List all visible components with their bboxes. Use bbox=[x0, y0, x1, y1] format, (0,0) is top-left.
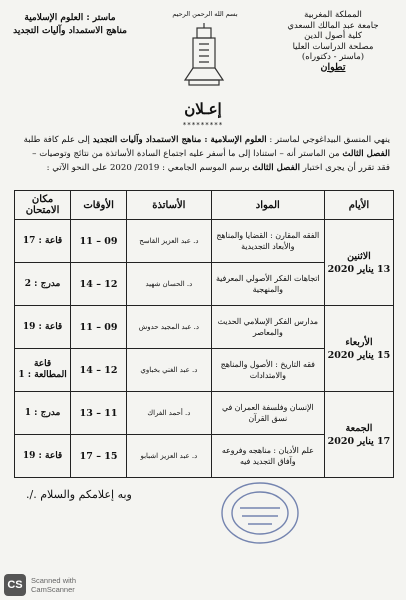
subject-cell: اتجاهات الفكر الأصولي المعرفية والمنهجية bbox=[211, 263, 324, 306]
location-cell: مدرج : 2 bbox=[15, 263, 71, 306]
table-row bbox=[15, 392, 394, 435]
location-cell: قاعة : 19 bbox=[15, 306, 71, 349]
scanner-line: CamScanner bbox=[31, 585, 75, 594]
camscanner-logo-icon: CS bbox=[4, 574, 26, 596]
day-date: 17 يناير 2020 bbox=[327, 435, 391, 447]
header-line: جامعة عبد المالك السعدي bbox=[287, 20, 379, 31]
day-name: الأربعاء bbox=[345, 336, 373, 348]
closing-line: وبه إعلامكم والسلام ./. bbox=[26, 488, 132, 501]
semester-inline: الفصل الثالث bbox=[252, 162, 300, 173]
professor-cell: د. أحمد الفراك bbox=[127, 392, 212, 435]
time-cell: 09 – 11 bbox=[71, 220, 127, 263]
time-cell: 11 – 13 bbox=[71, 392, 127, 435]
header-subjects: المواد bbox=[211, 191, 324, 220]
location-cell: قاعة المطالعة : 1 bbox=[15, 349, 71, 392]
subject-cell: الإنسان وفلسفة العمران في نسق القرآن bbox=[211, 392, 324, 435]
day-cell bbox=[324, 392, 393, 478]
day-name: الجمعة bbox=[345, 422, 373, 434]
location-cell: قاعة : 17 bbox=[15, 220, 71, 263]
header-times: الأوقات bbox=[71, 191, 127, 220]
intro-text: ينهي المنسق البيداغوجي لماستر : bbox=[269, 135, 390, 145]
time-cell: 12 – 14 bbox=[71, 263, 127, 306]
master-program-header bbox=[6, 12, 134, 38]
header-location: مكان الامتحان bbox=[15, 191, 71, 220]
master-name: ماستر : العلوم الإسلامية bbox=[24, 13, 116, 23]
time-cell: 15 – 17 bbox=[71, 435, 127, 478]
master-subtitle: مناهج الاستمداد وآليات التجديد bbox=[13, 26, 127, 36]
intro-text: من الماستر أنه – استنادا إلى ما أسفر عليه اجتماع السادة الأساتذة من نتائج وتوصيات – فقد تقرر أن يجرى اختبار bbox=[32, 148, 390, 173]
camscanner-text bbox=[31, 576, 76, 594]
semester-inline: الفصل الثالث bbox=[342, 148, 390, 159]
header-line: المملكة المغربية bbox=[304, 10, 362, 20]
day-date: 15 يناير 2020 bbox=[327, 349, 391, 361]
professor-cell: د. عبد العزيز القاسح bbox=[127, 220, 212, 263]
location-cell: قاعة : 19 bbox=[15, 435, 71, 478]
institution-header bbox=[274, 10, 392, 73]
header-line: (ماستر - دكتوراه) bbox=[301, 52, 365, 62]
intro-text: إلى علم كافة طلبة bbox=[23, 135, 90, 145]
subject-cell: مدارس الفكر الإسلامي الحديث والمعاصر bbox=[211, 306, 324, 349]
professor-cell: د. عبد الغني بخباوي bbox=[127, 349, 212, 392]
header-days: الأيام bbox=[324, 191, 393, 220]
header-city: تطوان bbox=[320, 61, 346, 73]
professor-cell: د. عبد العزيز اشبابو bbox=[127, 435, 212, 478]
time-cell: 09 – 11 bbox=[71, 306, 127, 349]
subject-cell: الفقه المقارن : القضايا والمناهج والأبعاد التجديدية bbox=[211, 220, 324, 263]
intro-text: برسم الموسم الجامعي : 2019/ 2020 على النحو الآتي : bbox=[46, 162, 250, 173]
location-cell: مدرج : 1 bbox=[15, 392, 71, 435]
table-header-row bbox=[15, 191, 394, 220]
official-stamp-icon bbox=[218, 478, 302, 548]
day-date: 13 يناير 2020 bbox=[327, 263, 391, 275]
basmala: بسم الله الرحمن الرحيم bbox=[172, 10, 238, 18]
day-cell bbox=[324, 306, 393, 392]
exam-schedule-table bbox=[14, 190, 394, 478]
scanner-line: Scanned with bbox=[31, 576, 77, 585]
header-professors: الأساتذة bbox=[127, 191, 212, 220]
day-name: الاثنين bbox=[347, 250, 371, 262]
day-cell bbox=[324, 220, 393, 306]
subject-cell: فقه التاريخ : الأصول والمناهج والامتدادات bbox=[211, 349, 324, 392]
professor-cell: د. الحسان شهيد bbox=[127, 263, 212, 306]
time-cell: 12 – 14 bbox=[71, 349, 127, 392]
university-logo-icon bbox=[175, 20, 233, 90]
title-separator: ********* bbox=[182, 121, 224, 129]
announcement-body bbox=[18, 134, 390, 175]
master-title-inline: العلوم الإسلامية : مناهج الاستمداد وآليات التجديد bbox=[92, 135, 267, 145]
table-row bbox=[15, 220, 394, 263]
table-row bbox=[15, 306, 394, 349]
header-line: مصلحة الدراسات العليا bbox=[292, 41, 374, 52]
subject-cell: علم الأديان : مناهجه وفروعه وآفاق التجديد فيه bbox=[211, 435, 324, 478]
header-line: كلية أصول الدين bbox=[304, 31, 362, 41]
professor-cell: د. عبد المجيد حدوش bbox=[127, 306, 212, 349]
camscanner-watermark bbox=[4, 574, 104, 596]
announcement-title: إعـلان bbox=[184, 100, 222, 118]
